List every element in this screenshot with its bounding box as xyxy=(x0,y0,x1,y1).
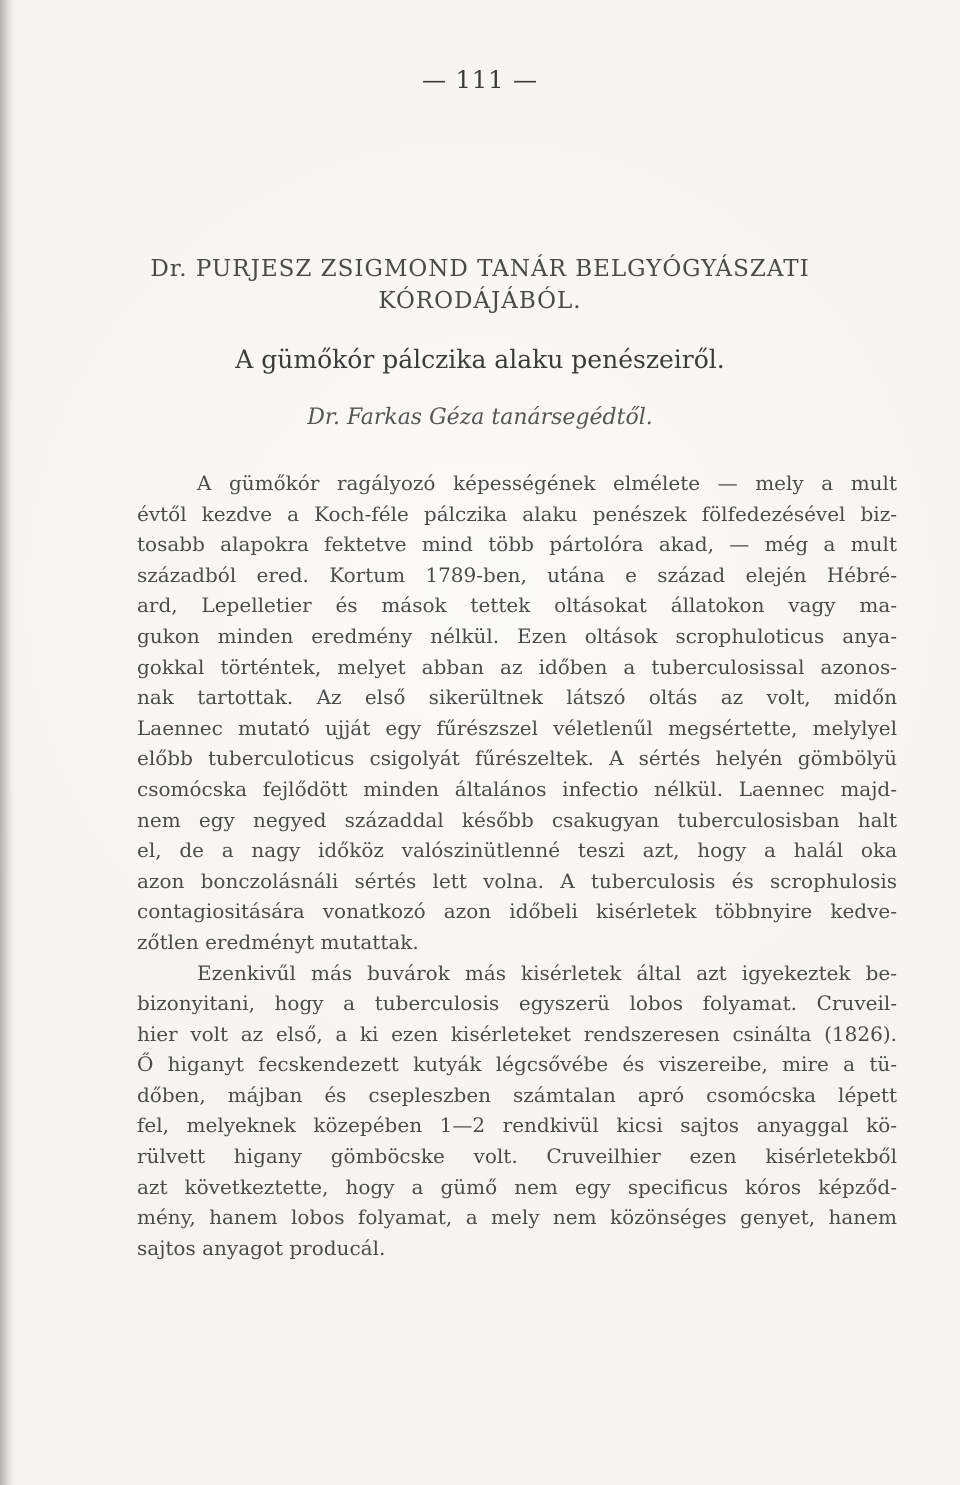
text-line: bizonyitani, hogy a tuberculosis egyszerü lobos folyamat. Cruveil- xyxy=(137,991,897,1016)
text-line: rülvett higany gömböcske volt. Cruveilhier ezen kisérletekből xyxy=(137,1144,897,1169)
text-line: fel, melyeknek közepében 1—2 rendkivül kicsi sajtos anyaggal kö- xyxy=(137,1113,897,1138)
text-line: el, de a nagy időköz valószinütlenné teszi azt, hogy a halál oka xyxy=(137,838,897,863)
text-line: tosabb alapokra fektetve mind több pártolóra akad, — még a mult xyxy=(137,532,897,557)
text-line: csomócska fejlődött minden általános infectio nélkül. Laennec majd- xyxy=(137,776,897,801)
article-body xyxy=(137,468,897,1263)
institution-header-line-1: Dr. PURJESZ ZSIGMOND TANÁR BELGYÓGYÁSZATI xyxy=(150,256,810,282)
text-line: évtől kezdve a Koch-féle pálczika alaku penészek fölfedezésével biz- xyxy=(137,501,897,526)
page-spine-shadow xyxy=(0,0,12,1485)
text-line: zőtlen eredményt mutattak. xyxy=(137,929,419,954)
text-line: sajtos anyagot producál. xyxy=(137,1235,386,1260)
page-number: — 111 — xyxy=(421,66,539,94)
article-author: Dr. Farkas Géza tanársegédtől. xyxy=(307,405,653,430)
text-line: előbb tuberculoticus csigolyát fűrészeltek. A sértés helyén gömbölyü xyxy=(137,746,897,771)
text-line: gukon minden eredmény nélkül. Ezen oltások scrophuloticus anya- xyxy=(137,623,897,648)
text-line: századból ered. Kortum 1789-ben, utána e század elején Hébré- xyxy=(137,562,897,587)
text-line: Ezenkivűl más buvárok más kisérletek által azt igyekeztek be- xyxy=(197,960,897,985)
text-line: nak tartottak. Az első sikerültnek látszó oltás az volt, midőn xyxy=(137,685,897,710)
text-line: Laennec mutató ujját egy fűrészszel véletlenűl megsértette, melylyel xyxy=(137,715,897,740)
text-line: gokkal történtek, melyet abban az időben a tuberculosissal azonos- xyxy=(137,654,897,679)
text-line: hier volt az első, a ki ezen kisérleteket rendszeresen csinálta (1826). xyxy=(137,1021,897,1046)
text-line: nem egy negyed századdal később csakugyan tuberculosisban halt xyxy=(137,807,897,832)
text-line: Ő higanyt fecskendezett kutyák légcsővébe és viszereibe, mire a tü- xyxy=(137,1052,897,1077)
text-line: contagiositására vonatkozó azon időbeli kisérletek többnyire kedve- xyxy=(137,899,897,924)
text-line: dőben, májban és csepleszben számtalan apró csomócska lépett xyxy=(137,1082,897,1107)
institution-header-line-2: KÓRODÁJÁBÓL. xyxy=(378,288,582,314)
text-line: azon bonczolásnáli sértés lett volna. A tuberculosis és scrophulosis xyxy=(137,868,897,893)
text-line: mény, hanem lobos folyamat, a mely nem közönséges genyet, hanem xyxy=(137,1205,897,1230)
text-line: azt következtette, hogy a gümő nem egy specificus kóros képződ- xyxy=(137,1174,897,1199)
text-line: A gümőkór ragályozó képességének elmélete — mely a mult xyxy=(197,471,897,495)
article-title: A gümőkór pálczika alaku penészeiről. xyxy=(235,345,725,374)
paragraph-2 xyxy=(137,958,897,1264)
paragraph-1 xyxy=(137,468,897,958)
text-line: ard, Lepelletier és mások tettek oltásokat állatokon vagy ma- xyxy=(137,593,897,618)
